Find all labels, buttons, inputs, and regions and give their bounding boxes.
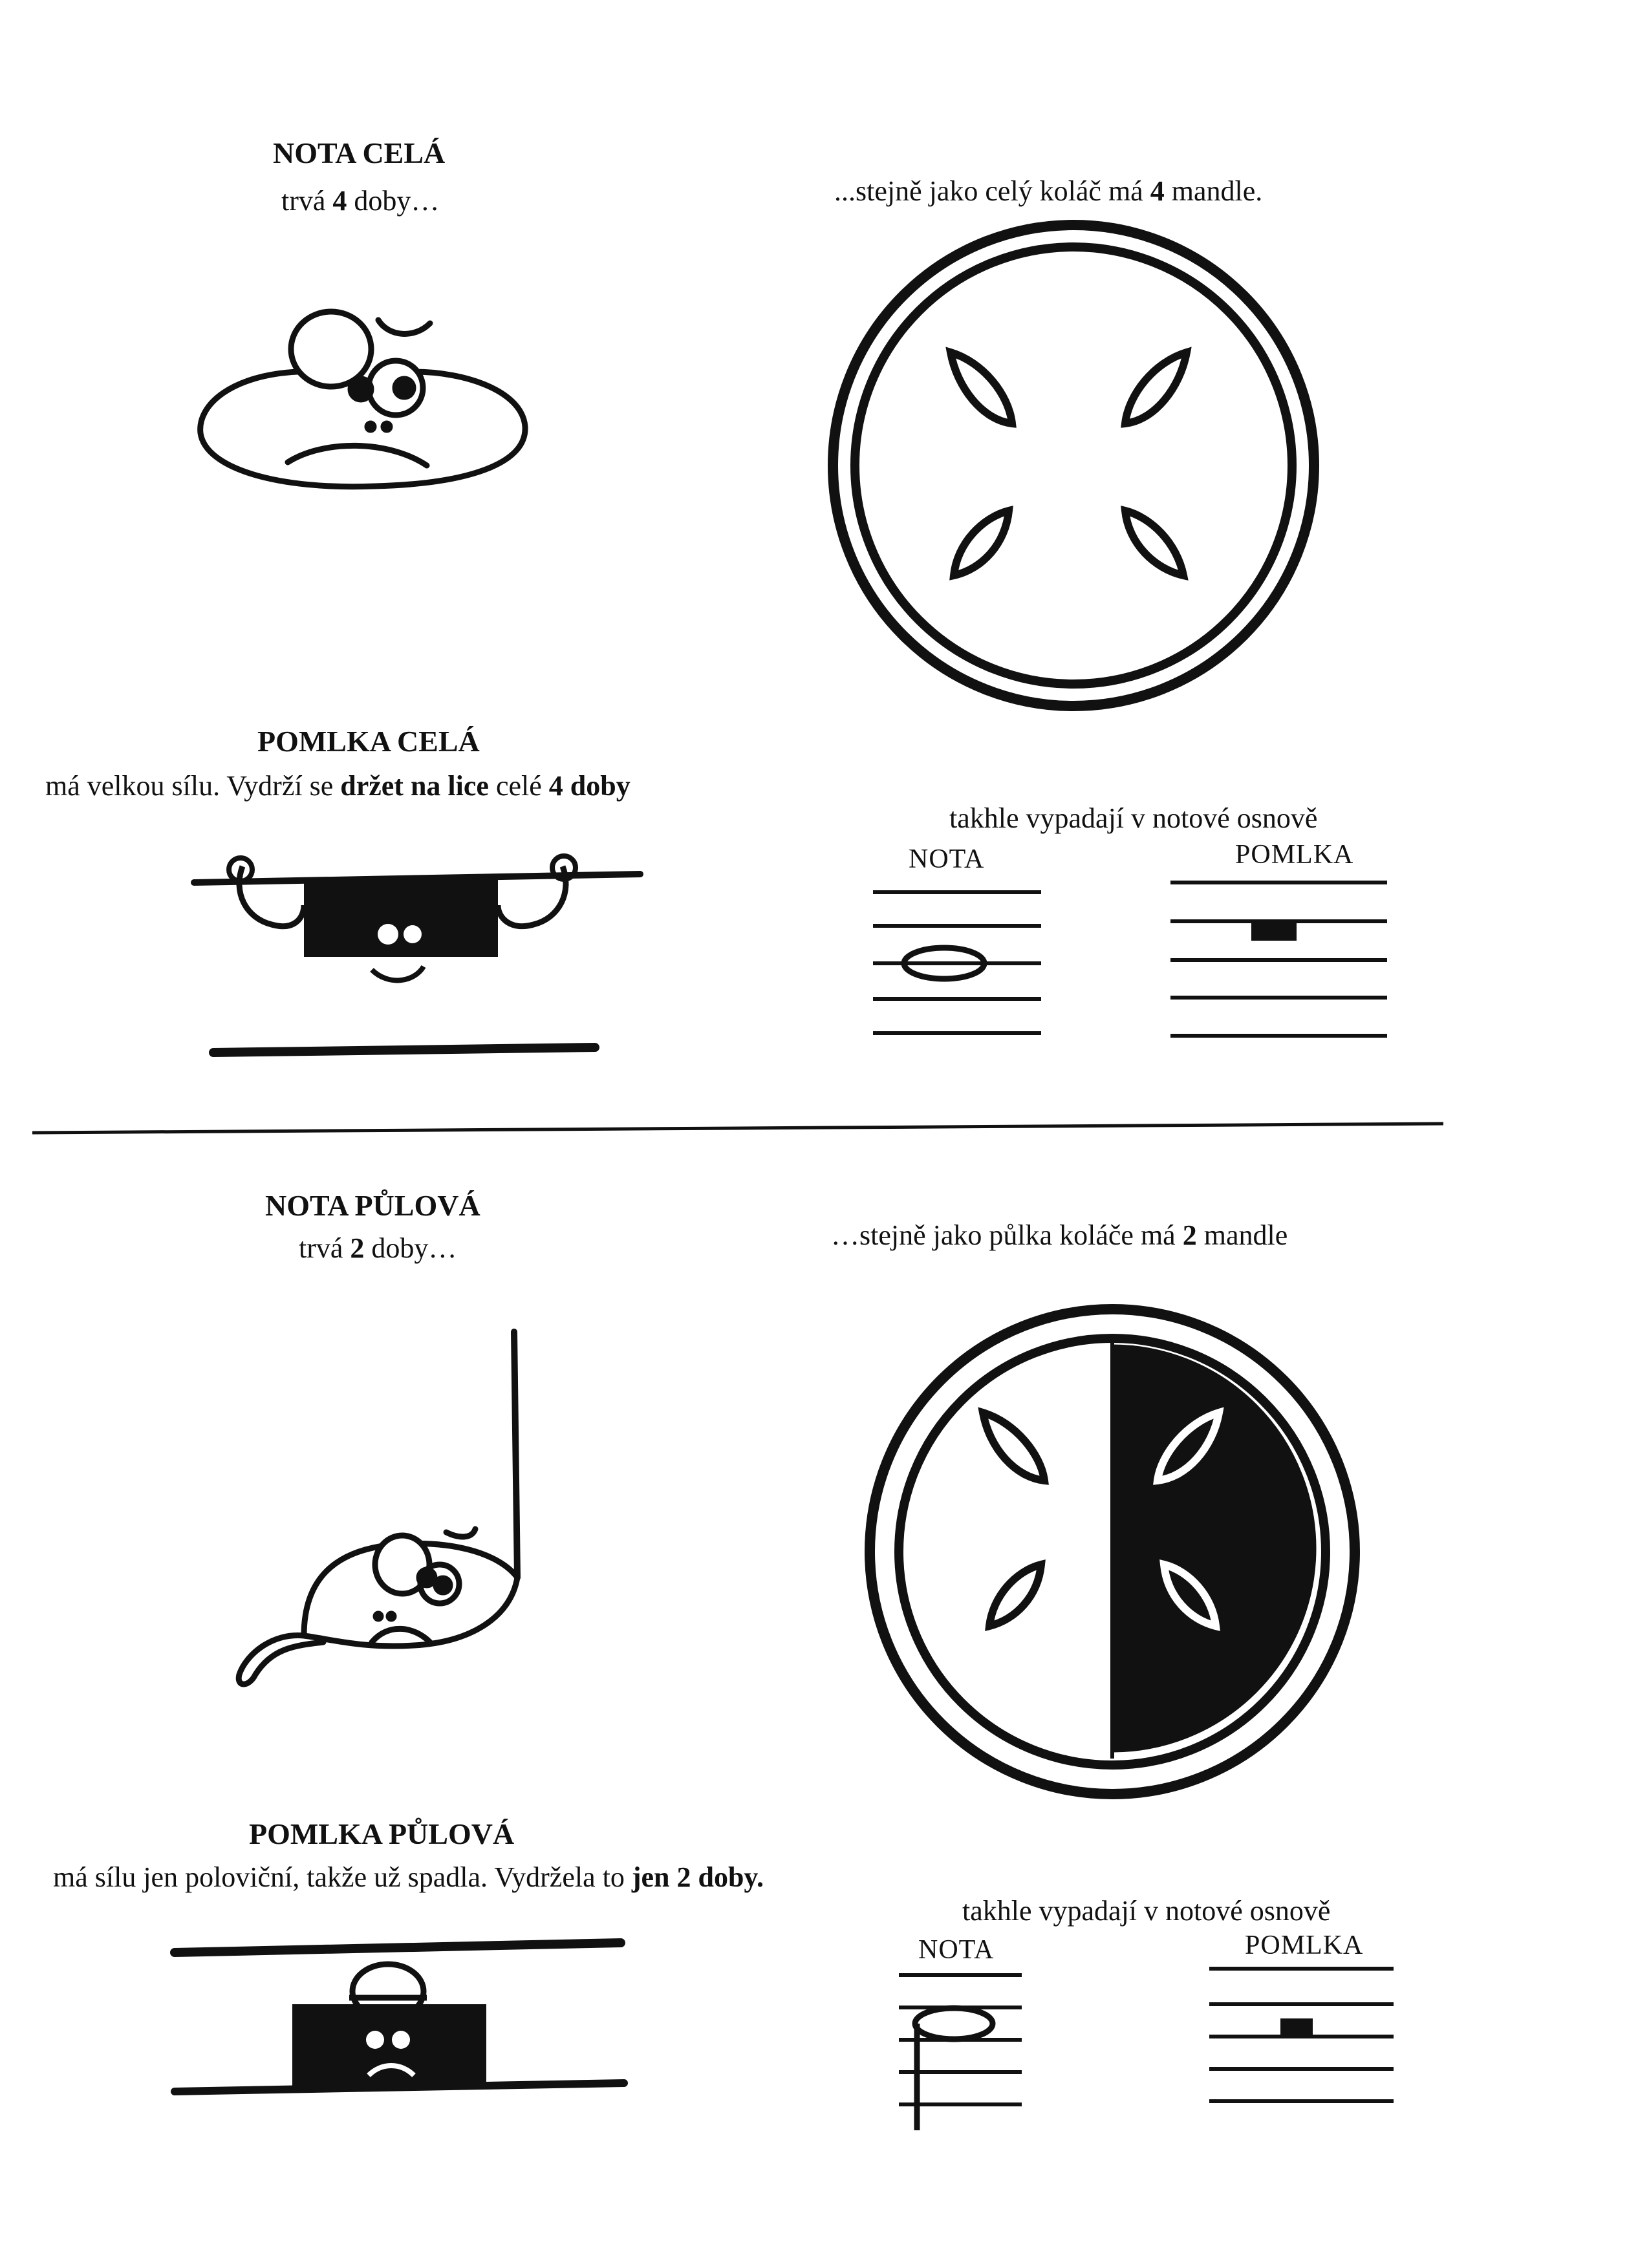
almond [951, 352, 1012, 423]
rest-desc-text: má velkou sílu. Vydrží se [45, 770, 341, 802]
duration-text: trvá [299, 1232, 350, 1264]
nose-dot [389, 1614, 394, 1619]
frown-mouth [372, 1629, 430, 1642]
pupil [436, 1578, 450, 1592]
cake-caption-text: ...stejně jako celý koláč má [834, 175, 1150, 207]
cake-caption-text: …stejně jako půlka koláče má [831, 1219, 1183, 1251]
staff-lines-rest [1170, 883, 1387, 1036]
ground-line [175, 2083, 624, 2091]
rest-desc-bold: držet na lice [340, 770, 489, 802]
eye [404, 925, 422, 943]
cake-outer-ring [833, 225, 1314, 706]
whole-note-title: NOTA CELÁ [273, 136, 446, 169]
cake-caption-text: mandle [1196, 1219, 1288, 1251]
whole-note-character [200, 312, 525, 487]
rest-desc-text: má sílu jen poloviční, takže už spadla. Vydržela to [53, 1861, 632, 1893]
rest-block [304, 879, 498, 957]
duration-number: 2 [350, 1232, 365, 1264]
staff-caption: takhle vypadají v notové osnově [949, 802, 1318, 834]
staff-rest-label: POMLKA [1235, 840, 1354, 870]
section-divider [32, 1124, 1443, 1133]
pupil [395, 379, 413, 397]
half-rest-character [175, 1943, 624, 2091]
rest-top-line [175, 1943, 621, 1952]
nose-dot [376, 1614, 381, 1619]
duration-number: 4 [332, 185, 347, 217]
staff-lines-note [873, 892, 1041, 1033]
staff-note-label: NOTA [918, 1935, 995, 1965]
cake-caption-number: 4 [1150, 175, 1165, 207]
rest-desc-bold: 4 doby [548, 770, 630, 802]
half-note-title: NOTA PŮLOVÁ [265, 1189, 480, 1222]
eye [378, 924, 398, 945]
half-rest-title: POMLKA PŮLOVÁ [249, 1817, 515, 1850]
almond [983, 1413, 1044, 1481]
whole-rest-symbol [1251, 921, 1297, 941]
half-cake [870, 1309, 1355, 1794]
smile-mouth [372, 967, 424, 980]
cake-dark-half [1112, 1345, 1316, 1752]
pupil [419, 1570, 435, 1585]
cake-caption-text: mandle. [1164, 175, 1263, 207]
almonds [951, 352, 1187, 575]
whole-cake [833, 225, 1314, 706]
nose-dot [383, 423, 390, 430]
eyebrow [446, 1529, 475, 1537]
staff-rest-label: POMLKA [1245, 1931, 1364, 1960]
ground-line [213, 1047, 595, 1053]
duration-text: doby… [347, 185, 440, 217]
cake-caption-number: 2 [1182, 1219, 1197, 1251]
staff-half [899, 1969, 1394, 2130]
duration-text: trvá [281, 185, 333, 217]
nose-dot [367, 423, 374, 430]
rest-desc-text: celé [488, 770, 549, 802]
duration-text: doby… [364, 1232, 457, 1264]
half-note-character [239, 1332, 517, 1684]
staff-whole [873, 883, 1387, 1036]
eye [366, 2031, 384, 2049]
eye-left [291, 312, 371, 387]
cake-inner-ring [855, 247, 1292, 684]
staff-caption: takhle vypadají v notové osnově [962, 1895, 1331, 1927]
frown-mouth [288, 445, 427, 465]
whole-rest-character [194, 856, 640, 1053]
staff-note-label: NOTA [909, 844, 985, 874]
rest-desc-bold: jen 2 doby. [631, 1861, 764, 1893]
eyebrow [378, 320, 430, 334]
note-stem [514, 1332, 517, 1578]
almond [1125, 511, 1183, 575]
half-note-symbol [915, 2008, 993, 2039]
pupil [350, 379, 371, 400]
almond [989, 1565, 1041, 1626]
half-rest-symbol [1280, 2018, 1313, 2037]
whole-rest-title: POMLKA CELÁ [257, 725, 480, 758]
eye [392, 2031, 410, 2049]
almond [1125, 352, 1187, 423]
almond [954, 511, 1009, 575]
